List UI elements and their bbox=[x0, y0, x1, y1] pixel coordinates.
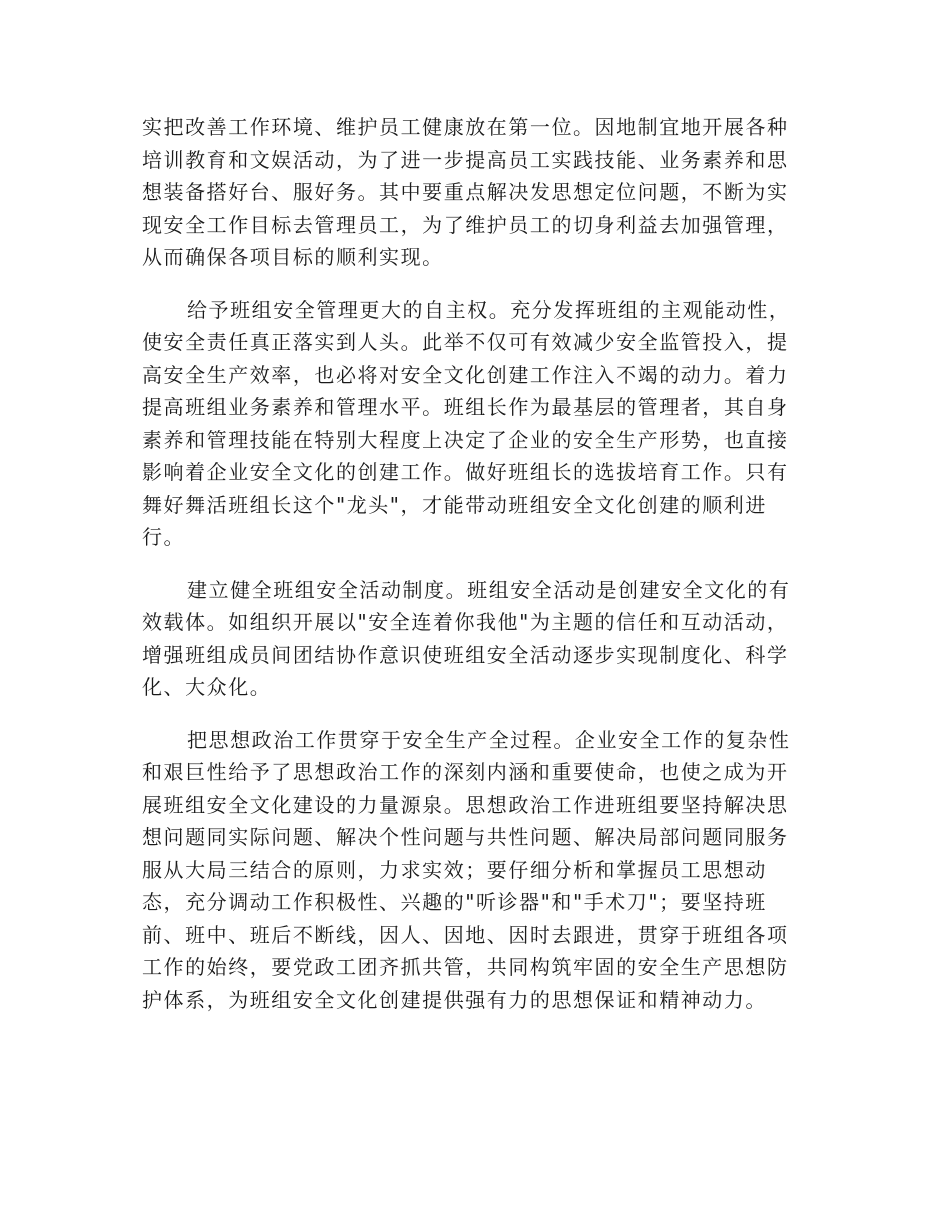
text-line: 服从大局三结合的原则，力求实效；要仔细分析和掌握员工思想动 bbox=[142, 857, 767, 882]
text-line: 和艰巨性给予了思想政治工作的深刻内涵和重要使命，也使之成为开 bbox=[142, 760, 789, 784]
text-line: 建立健全班组安全活动制度。班组安全活动是创建安全文化的有 bbox=[187, 577, 791, 602]
text-line: 增强班组成员间团结协作意识使班组安全活动逐步实现制度化、科学 bbox=[142, 642, 789, 667]
paragraph bbox=[142, 111, 810, 274]
text-line: 前、班中、班后不断线，因人、因地、因时去跟进，贯穿于班组各项 bbox=[142, 922, 789, 947]
paragraph bbox=[142, 294, 810, 554]
text-line: 效载体。如组织开展以"安全连着你我他"为主题的信任和互动活动， bbox=[142, 610, 789, 634]
text-line: 化、大众化。 bbox=[142, 675, 272, 699]
text-line: 把思想政治工作贯穿于安全生产全过程。企业安全工作的复杂性 bbox=[187, 727, 791, 752]
text-line: 素养和管理技能在特别大程度上决定了企业的安全生产形势，也直接 bbox=[142, 427, 789, 452]
text-line: 从而确保各项目标的顺利实现。 bbox=[142, 245, 444, 269]
document-body bbox=[142, 111, 810, 1036]
text-line: 培训教育和文娱活动，为了进一步提高员工实践技能、业务素养和思 bbox=[142, 147, 789, 172]
text-line: 态，充分调动工作积极性、兴趣的"听诊器"和"手术刀"；要坚持班 bbox=[142, 890, 767, 914]
paragraph bbox=[142, 724, 810, 1017]
text-line: 行。 bbox=[142, 525, 186, 549]
text-line: 实把改善工作环境、维护员工健康放在第一位。因地制宜地开展各种 bbox=[142, 115, 789, 139]
text-line: 影响着企业安全文化的创建工作。做好班组长的选拔培育工作。只有 bbox=[142, 460, 789, 484]
text-line: 想问题同实际问题、解决个性问题与共性问题、解决局部问题同服务 bbox=[142, 825, 789, 849]
paragraph bbox=[142, 574, 810, 704]
text-line: 想装备搭好台、服好务。其中要重点解决发思想定位问题，不断为实 bbox=[142, 180, 789, 204]
text-line: 提高班组业务素养和管理水平。班组长作为最基层的管理者，其自身 bbox=[142, 395, 789, 419]
text-line: 展班组安全文化建设的力量源泉。思想政治工作进班组要坚持解决思 bbox=[142, 792, 789, 817]
text-line: 高安全生产效率，也必将对安全文化创建工作注入不竭的动力。着力 bbox=[142, 362, 789, 387]
text-line: 给予班组安全管理更大的自主权。充分发挥班组的主观能动性， bbox=[187, 297, 791, 322]
text-line: 使安全责任真正落实到人头。此举不仅可有效减少安全监管投入，提 bbox=[142, 330, 789, 354]
text-line: 舞好舞活班组长这个"龙头"，才能带动班组安全文化创建的顺利进 bbox=[142, 492, 767, 517]
text-line: 护体系，为班组安全文化创建提供强有力的思想保证和精神动力。 bbox=[142, 987, 767, 1012]
text-line: 现安全工作目标去管理员工，为了维护员工的切身利益去加强管理， bbox=[142, 212, 789, 237]
text-line: 工作的始终，要党政工团齐抓共管，共同构筑牢固的安全生产思想防 bbox=[142, 955, 789, 979]
